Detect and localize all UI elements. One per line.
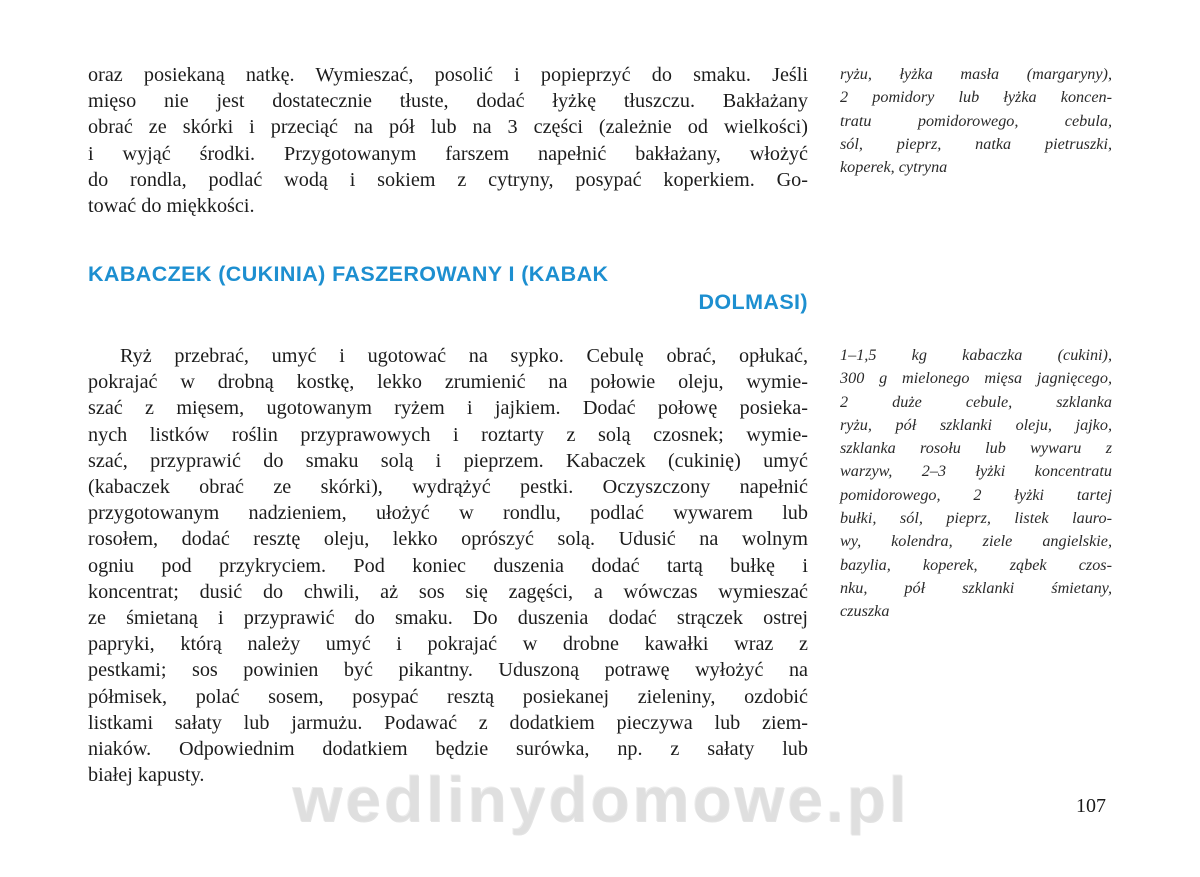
text-line: ogniu pod przykryciem. Pod koniec duszenia dodać tartą bułkę i <box>88 554 808 577</box>
text-line: pokrajać w drobną kostkę, lekko zrumienić na połowie oleju, wymie- <box>88 371 808 394</box>
text-line: półmisek, polać sosem, posypać resztą posiekanej zieleniny, ozdobić <box>88 685 808 708</box>
text-line: niaków. Odpowiednim dodatkiem będzie surówka, np. z sałaty lub <box>88 738 808 761</box>
recipe-instructions <box>88 343 808 788</box>
text-line: Ryż przebrać, umyć i ugotować na sypko. Cebulę obrać, opłukać, <box>120 345 808 367</box>
side-line: 2 pomidory lub łyżka koncen- <box>840 88 1112 107</box>
watermark: wedlinydomowe.pl <box>292 763 909 835</box>
ingredient-line: bułki, sól, pieprz, listek lauro- <box>840 509 1112 528</box>
text-line: przygotowanym nadzieniem, ułożyć w rondlu, podlać wywarem lub <box>88 502 808 525</box>
ingredient-line: bazylia, koperek, ząbek czos- <box>840 555 1112 574</box>
text-line: ze śmietaną i przyprawić do smaku. Do duszenia dodać strączek ostrej <box>88 607 808 630</box>
ingredient-line: 2 duże cebule, szklanka <box>840 392 1112 411</box>
recipe-title-line-2: DOLMASI) <box>698 290 808 314</box>
text-line: i wyjąć środki. Przygotowanym farszem napełnić bakłażany, włożyć <box>88 142 808 165</box>
text-line: rosołem, dodać resztę oleju, lekko oprószyć solą. Udusić na wolnym <box>88 528 808 551</box>
recipe-title-line-1: KABACZEK (CUKINIA) FASZEROWANY I (KABAK <box>88 262 609 286</box>
intro-paragraph <box>88 62 808 219</box>
text-line: mięso nie jest dostatecznie tłuste, dodać łyżkę tłuszczu. Bakłażany <box>88 90 808 113</box>
ingredient-line: warzyw, 2–3 łyżki koncentratu <box>840 462 1112 481</box>
recipe-title <box>88 260 808 316</box>
ingredient-line: szklanka rosołu lub wywaru z <box>840 439 1112 458</box>
text-line: tować do miękkości. <box>88 195 255 218</box>
text-line: szać z mięsem, ugotowanym ryżem i jajkiem. Dodać połowę posieka- <box>88 397 808 420</box>
side-line: koperek, cytryna <box>840 158 948 177</box>
text-line: do rondla, podlać wodą i sokiem z cytryny, posypać koperkiem. Go- <box>88 168 808 191</box>
ingredient-line: wy, kolendra, ziele angielskie, <box>840 532 1112 551</box>
text-line: papryki, którą należy umyć i pokrajać w drobne kawałki wraz z <box>88 633 808 656</box>
text-line: (kabaczek obrać ze skórki), wydrążyć pestki. Oczyszczony napełnić <box>88 476 808 499</box>
ingredient-line: ryżu, pół szklanki oleju, jajko, <box>840 415 1112 434</box>
text-line: pestkami; sos powinien być pikantny. Uduszoną potrawę wyłożyć na <box>88 659 808 682</box>
side-line: sól, pieprz, natka pietruszki, <box>840 134 1112 153</box>
text-line: oraz posiekaną natkę. Wymieszać, posolić i popieprzyć do smaku. Jeśli <box>88 64 808 86</box>
text-line: koncentrat; dusić do chwili, aż sos się zagęści, a wówczas wymieszać <box>88 580 808 603</box>
ingredient-line: pomidorowego, 2 łyżki tartej <box>840 485 1112 504</box>
ingredients-list <box>840 344 1112 624</box>
ingredient-line: czuszka <box>840 602 890 621</box>
text-line: listkami sałaty lub jarmużu. Podawać z dodatkiem pieczywa lub ziem- <box>88 711 808 734</box>
side-ingredients-previous <box>840 63 1112 179</box>
text-line: obrać ze skórki i przeciąć na pół lub na 3 części (zależnie od wielkości) <box>88 116 808 139</box>
ingredient-line: 1–1,5 kg kabaczka (cukini), <box>840 346 1112 364</box>
text-line: białej kapusty. <box>88 764 205 787</box>
ingredient-line: nku, pół szklanki śmietany, <box>840 578 1112 597</box>
text-line: nych listków roślin przyprawowych i roztarty z solą czosnek; wymie- <box>88 423 808 446</box>
side-line: ryżu, łyżka masła (margaryny), <box>840 65 1112 83</box>
ingredient-line: 300 g mielonego mięsa jagnięcego, <box>840 369 1112 388</box>
side-line: tratu pomidorowego, cebula, <box>840 111 1112 130</box>
text-line: szać, przyprawić do smaku solą i pieprzem. Kabaczek (cukinię) umyć <box>88 449 808 472</box>
page-number: 107 <box>1076 795 1106 817</box>
